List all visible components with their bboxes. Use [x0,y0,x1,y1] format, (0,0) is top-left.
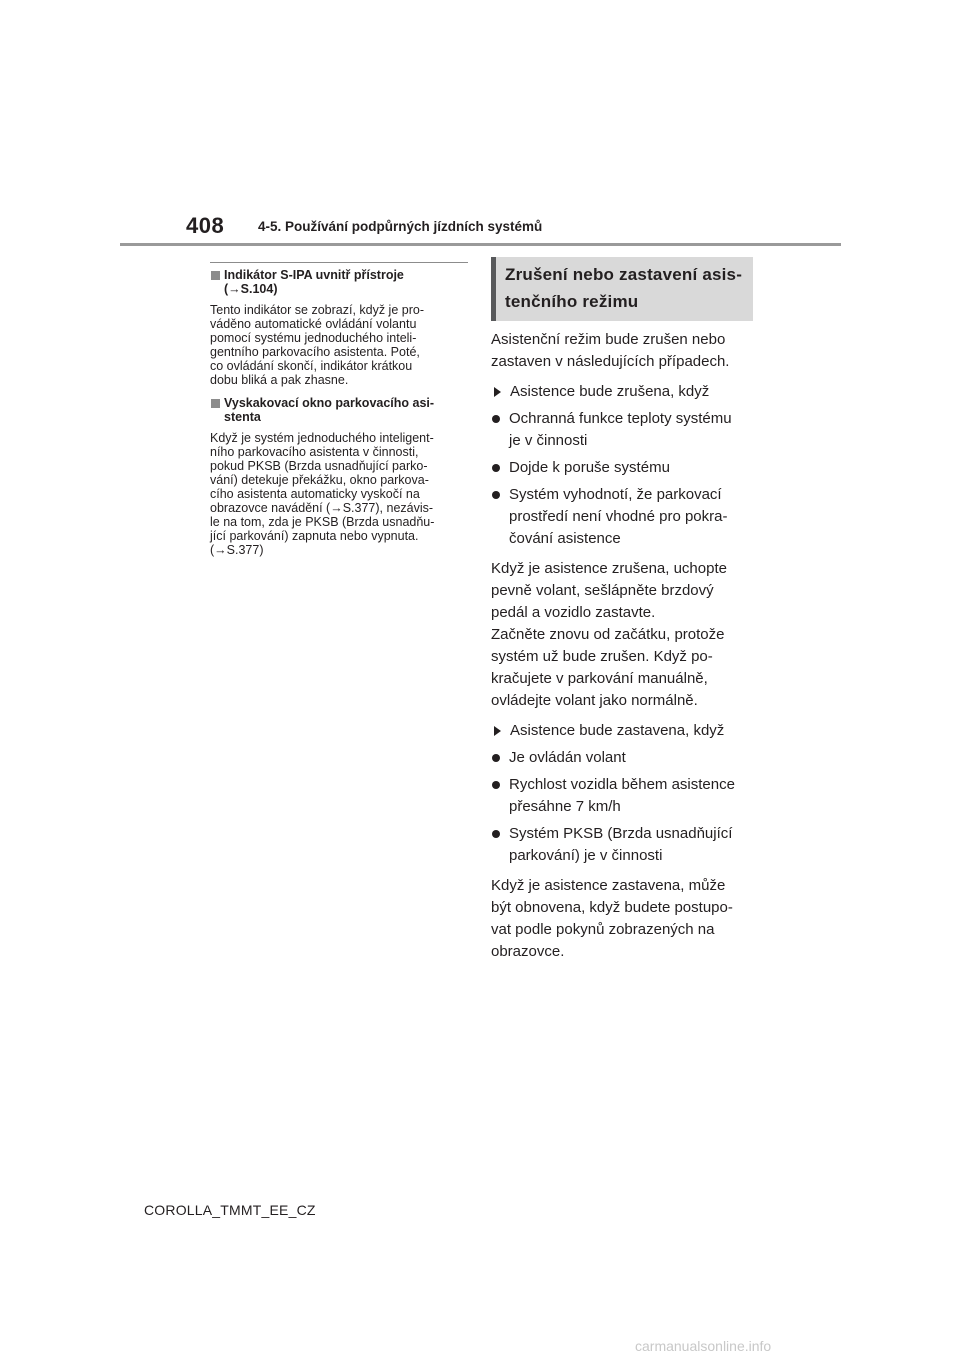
bullet-list-item: Systém vyhodnotí, že parkovací prostředí není vhodné pro pokra- čování asistence [491,484,753,550]
bullet-list-item: Rychlost vozidla během asistence přesáhne 7 km/h [491,774,753,818]
bullet-icon [492,491,500,499]
header-divider [120,243,841,246]
bullet-icon [492,415,500,423]
section-title: 4-5. Používání podpůrných jízdních systémů [258,219,543,234]
bullet-list-item: Je ovládán volant [491,747,753,769]
subsection-heading-line: stenta [224,409,261,424]
bullet-icon [492,781,500,789]
subsection-heading-line: Vyskakovací okno parkovacího asi- [224,395,435,410]
bullet-list-item: Ochranná funkce teploty systému je v činnosti [491,408,753,452]
arrow-list-item: Asistence bude zastavena, když [491,720,753,742]
subsection-heading-line: (→S.104) [224,282,278,296]
cancel-paragraph: Když je asistence zrušena, uchopte pevně volant, sešlápněte brzdový pedál a vozidlo zastavte. Začněte znovu od začátku, protože systém už bude zrušen. Když po- kračujete v parkování manuálně, ovládejte volant jako normálně. [491,560,727,709]
subsection-text: Když je systém jednoduchého inteligent- ního parkovacího asistenta v činnosti, pokud PKSB (Brzda usnadňující parko- vání) detekuje překážku, okno parkova- cího asistenta automaticky vyskočí na obrazovce navádění (→S.377), nezávis- le na tom, zda je PKSB (Brzda usnadňu- jící parkování) zapnuta nebo vypnuta. (→S.377) [210,430,435,558]
subsection-heading [210,268,468,296]
subsection-heading [210,396,468,424]
subsection-text: Tento indikátor se zobrazí, když je pro- váděno automatické ovládání volantu pomocí systému jednoduchého inteli- gentního parkovacího asistenta. Poté, co ovládání skončí, indikátor krátkou dobu bliká a pak zhasne. [210,303,424,388]
page-number: 408 [186,213,225,238]
square-bullet-icon [211,399,220,408]
bullet-icon [492,464,500,472]
watermark: carmanualsonline.info [635,1338,772,1354]
stop-paragraph: Když je asistence zastavena, může být obnovena, když budete postupo- vat podle pokynů zobrazených na obrazovce. [491,877,733,960]
bullet-list-item: Dojde k poruše systému [491,457,753,479]
bullet-icon [492,830,500,838]
arrow-right-icon [494,726,501,736]
square-bullet-icon [211,271,220,280]
section-heading-box [491,257,753,321]
arrow-right-icon [494,387,501,397]
arrow-list-item: Asistence bude zrušena, když [491,381,753,403]
bullet-icon [492,754,500,762]
left-column [210,262,468,565]
bullet-list-item: Systém PKSB (Brzda usnadňující parkování) je v činnosti [491,823,753,867]
subsection-heading-line: Indikátor S-IPA uvnitř přístroje [224,268,404,282]
document-code: COROLLA_TMMT_EE_CZ [144,1202,316,1218]
section-divider [210,262,468,263]
section-heading: Zrušení nebo zastavení asis- tenčního režimu [505,265,743,311]
right-column [491,257,753,971]
intro-paragraph: Asistenční režim bude zrušen nebo zastaven v následujících případech. [491,331,730,370]
